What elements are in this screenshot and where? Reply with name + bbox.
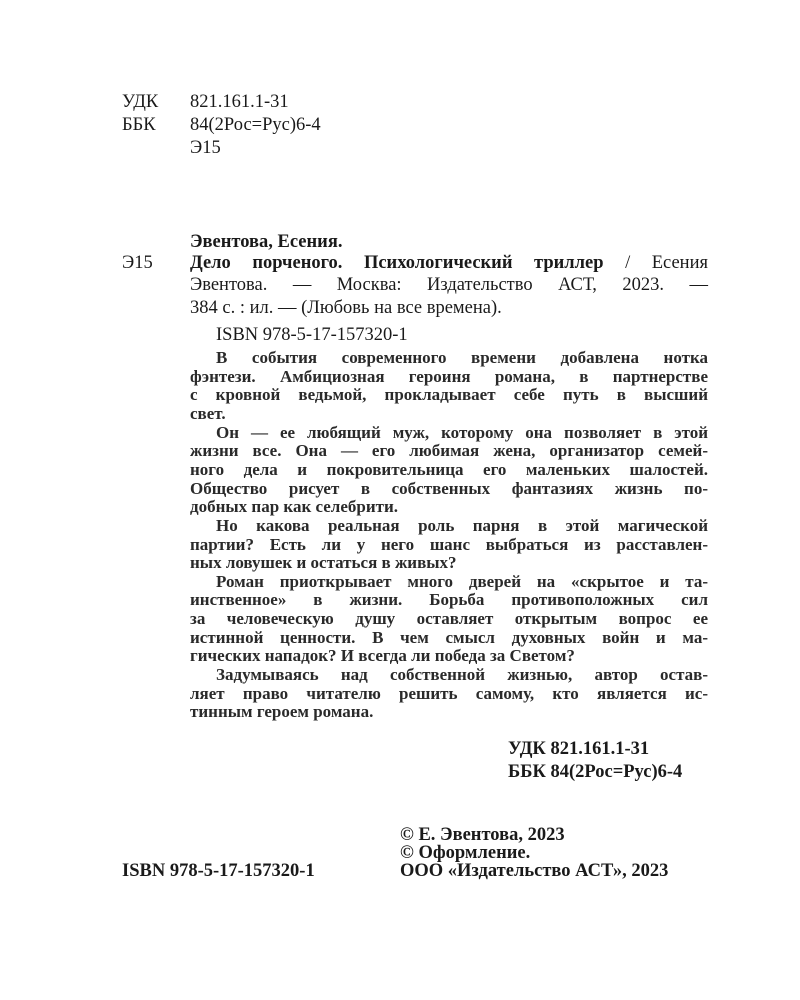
annotation-line: фэнтези. Амбициозная героиня романа, в партнерстве: [190, 366, 708, 386]
annotation-line: Но какова реальная роль парня в этой магической: [216, 515, 708, 535]
annotation-line: Общество рисует в собственных фантазиях жизнь по-: [190, 478, 708, 498]
annotation-line: Задумываясь над собственной жизнью, автор остав-: [216, 665, 708, 685]
udk-label: УДК: [122, 92, 159, 112]
annotation-line: гических нападок? И всегда ли победа за Светом?: [190, 646, 575, 666]
copyright-design: © Оформление.: [400, 843, 531, 863]
annotation-line: партии? Есть ли у него шанс выбраться из расставлен-: [190, 534, 708, 554]
catalog-title-line: [190, 253, 708, 273]
annotation-line: ных ловушек и остаться в живых?: [190, 553, 457, 573]
annotation-line: ляет право читателю решить самому, кто является ис-: [190, 683, 708, 703]
annotation-line: за человеческую душу оставляет открытым вопрос ее: [190, 609, 708, 629]
bbk-label: ББК: [122, 115, 156, 135]
annotation-line: Он — ее любящий муж, которому она позволяет в этой: [216, 422, 708, 442]
copyright-publisher: ООО «Издательство АСТ», 2023: [400, 861, 669, 881]
copyright-author: © Е. Эвентова, 2023: [400, 825, 565, 845]
annotation-line: Роман приоткрывает много дверей на «скрытое и та-: [216, 571, 708, 591]
catalog-title: Дело порченого. Психологический триллер: [190, 253, 604, 273]
catalog-mark: Э15: [122, 253, 153, 273]
catalog-title-rest: / Есения: [603, 253, 708, 273]
bbk-value: 84(2Рос=Рус)6-4: [190, 115, 321, 135]
annotation-line: жизни все. Она — его любимая жена, организатор семей-: [190, 441, 708, 461]
catalog-author: Эвентова, Есения.: [190, 232, 343, 252]
classification-bbk: ББК 84(2Рос=Рус)6-4: [508, 762, 683, 782]
annotation-line: инственное» в жизни. Борьба противоположных сил: [190, 590, 708, 610]
annotation-line: свет.: [190, 403, 226, 423]
annotation-line: тинным героем романа.: [190, 702, 374, 722]
catalog-line-2: Эвентова. — Москва: Издательство АСТ, 2023. —: [190, 275, 708, 295]
udk-value: 821.161.1-31: [190, 92, 289, 112]
footer-isbn: ISBN 978-5-17-157320-1: [122, 861, 315, 881]
classification-udk: УДК 821.161.1-31: [508, 739, 650, 759]
annotation-line: В события современного времени добавлена нотка: [216, 348, 708, 367]
author-mark: Э15: [190, 138, 221, 158]
annotation-line: истинной ценности. В чем смысл духовных войн и ма-: [190, 627, 708, 647]
catalog-isbn: ISBN 978-5-17-157320-1: [216, 325, 408, 345]
annotation-line: добных пар как селебрити.: [190, 497, 399, 517]
catalog-line-3: 384 с. : ил. — (Любовь на все времена).: [190, 298, 502, 318]
annotation-line: с кровной ведьмой, прокладывает себе путь в высший: [190, 385, 708, 405]
annotation-line: ного дела и покровительница его маленьких шалостей.: [190, 459, 708, 479]
